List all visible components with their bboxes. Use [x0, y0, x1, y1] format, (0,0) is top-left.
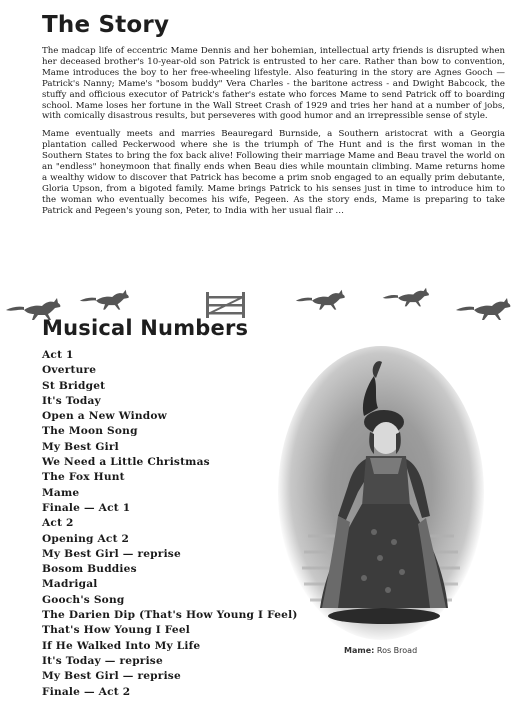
story-paragraph-1: The madcap life of eccentric Mame Dennis and her bohemian, intellectual arty friends is disrupted when her deceased brother's 10-year-old son Patrick is entrusted to her care. Rather than bow to convention, Mame introduces the boy to her free-wheeling lifestyle. Also featuring in the story are Agnes Gooch — Patrick's Nanny; Mame's "bosom buddy" Vera Charles - the baritone actress - and Dwight Babcock, the stuffy and officious executor of Patrick's father's estate who forces Mame to send Patrick off to boarding school. Mame loses her fortune in the Wall Street Crash of 1929 and tries her hand at a number of jobs, with comically disastrous results, but perseveres with good humor and an irrepressible sense of style. [42, 46, 505, 122]
song-item: That's How Young I Feel [42, 624, 191, 637]
song-item: Madrigal [42, 578, 98, 591]
song-item: My Best Girl — reprise [42, 547, 181, 560]
song-item: My Best Girl — reprise [42, 670, 181, 683]
song-item: If He Walked Into My Life [42, 639, 201, 652]
act-1-heading: Act 1 [42, 349, 74, 361]
song-item: Bosom Buddies [42, 563, 137, 576]
performer-illustration [278, 346, 484, 640]
story-text [42, 46, 505, 224]
caption-name: Ros Broad [374, 646, 418, 655]
song-item: Finale — Act 2 [42, 685, 131, 698]
running-fox-icon [296, 290, 345, 310]
song-item: Mame [42, 486, 80, 499]
photo-caption [344, 646, 417, 655]
running-fox-icon [456, 298, 510, 320]
song-item: The Fox Hunt [42, 471, 125, 484]
song-item: Gooch's Song [42, 593, 125, 606]
song-item: My Best Girl [42, 440, 119, 453]
running-fox-icon [383, 288, 429, 307]
song-item: Finale — Act 1 [42, 501, 131, 514]
song-item: Opening Act 2 [42, 532, 130, 545]
song-item: The Moon Song [42, 425, 138, 438]
musical-numbers-heading: Musical Numbers [42, 316, 249, 340]
fence-gate-icon [206, 292, 245, 318]
story-paragraph-2: Mame eventually meets and marries Beauregard Burnside, a Southern aristocrat with a Georgia plantation called Peckerwood where she is the triumph of The Hunt and is the first woman in the Southern States to bring the fox back alive! Following their marriage Mame and Beau travel the world on an "endless" honeymoon that finally ends when Beau dies while mountain climbing. Mame returns home a wealthy widow to discover that Patrick has become a prim snob engaged to an equally prim debutante, Gloria Upson, from a bigoted family. Mame brings Patrick to his senses just in time to introduce him to the woman who eventually becomes his wife, Pegeen. As the story ends, Mame is preparing to take Patrick and Pegeen's young son, Peter, to India with her usual flair … [42, 129, 505, 216]
song-item: We Need a Little Christmas [42, 456, 210, 469]
song-item: It's Today [42, 394, 101, 407]
song-item: It's Today — reprise [42, 654, 163, 667]
mame-cast-photo [278, 346, 484, 640]
story-heading: The Story [42, 12, 170, 38]
act-2-heading: Act 2 [42, 517, 74, 530]
song-item: The Darien Dip (That's How Young I Feel) [42, 609, 298, 622]
song-item: Open a New Window [42, 410, 167, 423]
caption-role: Mame: [344, 646, 375, 655]
song-item: St Bridget [42, 379, 106, 392]
running-fox-icon [80, 290, 129, 310]
song-item: Overture [42, 364, 97, 377]
